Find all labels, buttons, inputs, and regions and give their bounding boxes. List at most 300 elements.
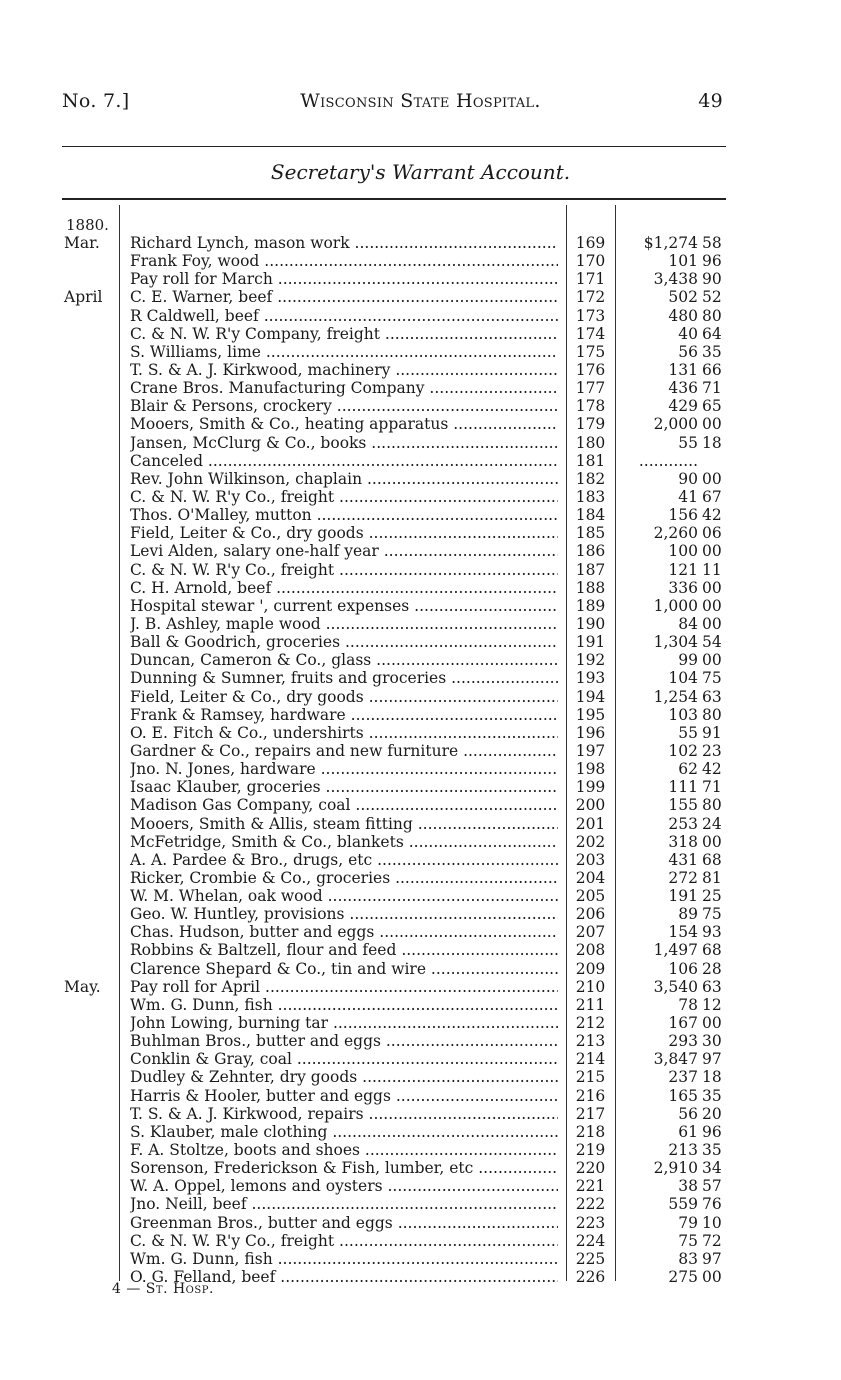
- section-title: Secretary's Warrant Account.: [270, 160, 571, 184]
- ledger-row: [0, 488, 841, 506]
- row-amount-dollars: 213: [668, 1141, 698, 1160]
- row-description: Jno. Neill, beef .....: [130, 1195, 558, 1213]
- row-amount-dollars: 275: [668, 1268, 698, 1287]
- row-description: Ricker, Crombie & Co., groceries .....: [130, 869, 558, 887]
- row-amount-cents: 68: [702, 850, 722, 869]
- row-amount-cents: 06: [702, 524, 722, 543]
- row-description: C. & N. W. R'y Co., freight .....: [130, 1232, 558, 1250]
- ledger-row: [0, 669, 841, 687]
- row-warrant-number: 202: [575, 832, 606, 851]
- ledger-row: [0, 1087, 841, 1105]
- row-warrant-number: 183: [575, 487, 606, 506]
- row-warrant-number: 222: [575, 1195, 606, 1214]
- row-description: A. A. Pardee & Bro., drugs, etc .....: [130, 851, 558, 869]
- row-amount-cents: 75: [702, 669, 722, 688]
- row-amount-cents: 80: [702, 705, 722, 724]
- row-amount-dollars: 89: [678, 905, 698, 924]
- row-amount-dollars: 167: [668, 1014, 698, 1033]
- ledger-row: [0, 651, 841, 669]
- row-warrant-number: 213: [575, 1032, 606, 1051]
- row-warrant-number: 200: [575, 796, 606, 815]
- row-amount-dollars: 75: [678, 1231, 698, 1250]
- ledger-row: [0, 760, 841, 778]
- row-amount-dollars: 103: [668, 705, 698, 724]
- row-amount-cents: 28: [702, 959, 722, 978]
- row-amount-cents: 63: [702, 977, 722, 996]
- row-amount-dollars: 90: [678, 469, 698, 488]
- row-warrant-number: 194: [575, 687, 606, 706]
- row-warrant-number: 219: [575, 1141, 606, 1160]
- row-description: Frank Foy, wood .....: [130, 252, 558, 270]
- ledger-row: [0, 325, 841, 343]
- row-description: T. S. & A. J. Kirkwood, machinery .....: [130, 361, 558, 379]
- ledger-row: [0, 343, 841, 361]
- ledger-row: [0, 579, 841, 597]
- row-warrant-number: 216: [575, 1086, 606, 1105]
- row-amount-dollars: 55: [678, 433, 698, 452]
- ledger-row: [0, 234, 841, 252]
- ledger-row: [0, 778, 841, 796]
- ledger-row: [0, 1068, 841, 1086]
- ledger-row: [0, 415, 841, 433]
- ledger-row: [0, 941, 841, 959]
- ledger-row: [0, 905, 841, 923]
- row-warrant-number: 218: [575, 1122, 606, 1141]
- ledger-row: [0, 1141, 841, 1159]
- row-warrant-number: 199: [575, 778, 606, 797]
- row-description: Field, Leiter & Co., dry goods .....: [130, 688, 558, 706]
- row-amount-cents: 00: [702, 542, 722, 561]
- ledger-row: [0, 796, 841, 814]
- row-warrant-number: 204: [575, 868, 606, 887]
- row-warrant-number: 192: [575, 651, 606, 670]
- row-amount-dollars: 55: [678, 723, 698, 742]
- row-amount-cents: 80: [702, 306, 722, 325]
- row-warrant-number: 185: [575, 524, 606, 543]
- row-amount-dollars: 40: [678, 324, 698, 343]
- row-warrant-number: 206: [575, 905, 606, 924]
- row-amount-dollars: 1,000: [653, 596, 698, 615]
- ledger-row: [0, 561, 841, 579]
- row-warrant-number: 188: [575, 578, 606, 597]
- row-month: May.: [64, 977, 101, 996]
- row-warrant-number: 205: [575, 887, 606, 906]
- row-description: Canceled .....: [130, 452, 558, 470]
- row-amount-dollars: 155: [668, 796, 698, 815]
- row-description: Conklin & Gray, coal .....: [130, 1050, 558, 1068]
- page-number: 49: [698, 90, 723, 112]
- row-description: Wm. G. Dunn, fish .....: [130, 996, 558, 1014]
- row-description: S. Klauber, male clothing .....: [130, 1123, 558, 1141]
- row-description: Crane Bros. Manufacturing Company .....: [130, 379, 558, 397]
- ledger-row: [0, 1232, 841, 1250]
- row-amount-dollars: 104: [668, 669, 698, 688]
- row-description: Pay roll for April .....: [130, 978, 558, 996]
- row-amount-dollars: 2,910: [653, 1159, 698, 1178]
- row-amount-cents: 96: [702, 1122, 722, 1141]
- row-amount-cents: 30: [702, 1032, 722, 1051]
- row-amount-cents: 20: [702, 1104, 722, 1123]
- row-amount-cents: 80: [702, 796, 722, 815]
- ledger-row: [0, 1177, 841, 1195]
- row-amount-dollars: 318: [668, 832, 698, 851]
- row-amount-dollars: 41: [678, 487, 698, 506]
- row-amount-cents: 11: [702, 560, 722, 579]
- row-amount-dollars: 293: [668, 1032, 698, 1051]
- row-amount-dollars: 106: [668, 959, 698, 978]
- row-warrant-number: 190: [575, 614, 606, 633]
- row-amount-cents: 23: [702, 741, 722, 760]
- ledger-row: [0, 524, 841, 542]
- row-amount-dollars: 100: [668, 542, 698, 561]
- ledger-row: [0, 288, 841, 306]
- row-amount-cents: 66: [702, 360, 722, 379]
- row-description: Thos. O'Malley, mutton .....: [130, 506, 558, 524]
- row-amount-cents: 91: [702, 723, 722, 742]
- row-description: Wm. G. Dunn, fish .....: [130, 1250, 558, 1268]
- row-amount-dollars: 38: [678, 1177, 698, 1196]
- ledger-row: [0, 1050, 841, 1068]
- row-amount-cents: 00: [702, 596, 722, 615]
- row-warrant-number: 224: [575, 1231, 606, 1250]
- row-description: F. A. Stoltze, boots and shoes .....: [130, 1141, 558, 1159]
- ledger-row: [0, 1195, 841, 1213]
- row-amount-dollars: 480: [668, 306, 698, 325]
- row-description: C. H. Arnold, beef .....: [130, 579, 558, 597]
- row-amount-cents: 93: [702, 923, 722, 942]
- row-amount-dollars: 3,438: [653, 270, 698, 289]
- ledger-row: [0, 1032, 841, 1050]
- row-amount-dollars: 156: [668, 506, 698, 525]
- ledger-row: [0, 887, 841, 905]
- row-warrant-number: 174: [575, 324, 606, 343]
- ledger-row: [0, 923, 841, 941]
- row-amount-dollars: 272: [668, 868, 698, 887]
- row-description: Richard Lynch, mason work .....: [130, 234, 558, 252]
- row-amount-dollars: 429: [668, 397, 698, 416]
- row-amount-cents: 10: [702, 1213, 722, 1232]
- row-warrant-number: 208: [575, 941, 606, 960]
- row-warrant-number: 193: [575, 669, 606, 688]
- row-warrant-number: 173: [575, 306, 606, 325]
- row-warrant-number: 212: [575, 1014, 606, 1033]
- row-warrant-number: 176: [575, 360, 606, 379]
- row-description: Frank & Ramsey, hardware .....: [130, 706, 558, 724]
- row-amount-cents: 72: [702, 1231, 722, 1250]
- row-amount-dollars: 1,254: [653, 687, 698, 706]
- row-warrant-number: 225: [575, 1249, 606, 1268]
- row-amount-cents: 97: [702, 1249, 722, 1268]
- row-warrant-number: 178: [575, 397, 606, 416]
- ledger-row: [0, 851, 841, 869]
- ledger-row: [0, 1159, 841, 1177]
- table-top-rule: [62, 198, 726, 200]
- row-amount-cents: 35: [702, 1086, 722, 1105]
- row-amount-dollars: 83: [678, 1249, 698, 1268]
- row-amount-dollars: 99: [678, 651, 698, 670]
- row-description: Geo. W. Huntley, provisions .....: [130, 905, 558, 923]
- row-amount-cents: 52: [702, 288, 722, 307]
- ledger-row: [0, 434, 841, 452]
- signature-mark: 4 — St. Hosp.: [112, 1281, 214, 1297]
- row-warrant-number: 177: [575, 379, 606, 398]
- row-warrant-number: 196: [575, 723, 606, 742]
- row-warrant-number: 201: [575, 814, 606, 833]
- ledger-row: [0, 597, 841, 615]
- row-amount-cents: 58: [702, 234, 722, 252]
- row-description: C. & N. W. R'y Company, freight .....: [130, 325, 558, 343]
- row-amount-dollars: 61: [678, 1122, 698, 1141]
- row-amount-dollars: 56: [678, 1104, 698, 1123]
- ledger-row: [0, 1014, 841, 1032]
- row-description: R Caldwell, beef .....: [130, 307, 558, 325]
- row-amount-cents: 00: [702, 832, 722, 851]
- row-warrant-number: 197: [575, 741, 606, 760]
- row-amount-dollars: 559: [668, 1195, 698, 1214]
- row-amount-cents: 35: [702, 342, 722, 361]
- ledger-row: [0, 633, 841, 651]
- row-description: C. & N. W. R'y Co., freight .....: [130, 561, 558, 579]
- row-amount-cents: 57: [702, 1177, 722, 1196]
- row-warrant-number: 191: [575, 633, 606, 652]
- row-amount-cents: 00: [702, 469, 722, 488]
- row-month: April: [64, 288, 103, 307]
- row-warrant-number: 182: [575, 469, 606, 488]
- ledger-row: [0, 1123, 841, 1141]
- row-warrant-number: 223: [575, 1213, 606, 1232]
- row-amount-dollars: 436: [668, 379, 698, 398]
- ledger-row: [0, 706, 841, 724]
- row-amount-dollars: 253: [668, 814, 698, 833]
- row-amount-cents: 81: [702, 868, 722, 887]
- row-amount-cents: 18: [702, 433, 722, 452]
- row-amount-dollars: 336: [668, 578, 698, 597]
- page-section-label: No. 7.]: [62, 90, 130, 112]
- row-description: C. & N. W. R'y Co., freight .....: [130, 488, 558, 506]
- row-amount-dollars: 237: [668, 1068, 698, 1087]
- row-amount-dollars: 102: [668, 741, 698, 760]
- ledger-row: [0, 452, 841, 470]
- ledger-row: [0, 996, 841, 1014]
- row-warrant-number: 211: [575, 995, 606, 1014]
- row-warrant-number: 175: [575, 342, 606, 361]
- row-warrant-number: 203: [575, 850, 606, 869]
- row-amount-dollars: 1,497: [653, 941, 698, 960]
- row-description: Buhlman Bros., butter and eggs .....: [130, 1032, 558, 1050]
- row-description: C. E. Warner, beef .....: [130, 288, 558, 306]
- ledger-row: [0, 815, 841, 833]
- ledger-row: [0, 361, 841, 379]
- ledger-row: [0, 470, 841, 488]
- row-amount-dollars: 3,540: [653, 977, 698, 996]
- row-amount-cents: 54: [702, 633, 722, 652]
- row-description: J. B. Ashley, maple wood .....: [130, 615, 558, 633]
- ledger-row: [0, 833, 841, 851]
- row-description: S. Williams, lime .....: [130, 343, 558, 361]
- ledger-row: [0, 270, 841, 288]
- row-amount-cents: 64: [702, 324, 722, 343]
- row-amount-cents: 68: [702, 941, 722, 960]
- row-amount-cents: 42: [702, 760, 722, 779]
- row-warrant-number: 186: [575, 542, 606, 561]
- row-warrant-number: 181: [575, 451, 606, 470]
- row-amount-dollars: 79: [678, 1213, 698, 1232]
- year-label: 1880.: [66, 216, 109, 234]
- row-warrant-number: 179: [575, 415, 606, 434]
- row-description: Jansen, McClurg & Co., books .....: [130, 434, 558, 452]
- row-warrant-number: 217: [575, 1104, 606, 1123]
- row-description: Gardner & Co., repairs and new furniture .....: [130, 742, 558, 760]
- row-description: John Lowing, burning tar .....: [130, 1014, 558, 1032]
- row-amount-cents: 00: [702, 614, 722, 633]
- row-warrant-number: 214: [575, 1050, 606, 1069]
- row-amount-cents: 18: [702, 1068, 722, 1087]
- row-amount-cents: 71: [702, 379, 722, 398]
- row-warrant-number: 184: [575, 506, 606, 525]
- row-warrant-number: 180: [575, 433, 606, 452]
- row-warrant-number: 172: [575, 288, 606, 307]
- row-amount-cents: 67: [702, 487, 722, 506]
- row-description: Jno. N. Jones, hardware .....: [130, 760, 558, 778]
- row-description: Dudley & Zehnter, dry goods .....: [130, 1068, 558, 1086]
- row-amount-cents: 00: [702, 578, 722, 597]
- ledger-row: [0, 252, 841, 270]
- row-amount-dollars: $1,274: [643, 234, 698, 252]
- row-amount-cents: 76: [702, 1195, 722, 1214]
- row-warrant-number: 189: [575, 596, 606, 615]
- row-amount-dollars: 502: [668, 288, 698, 307]
- ledger-row: [0, 615, 841, 633]
- row-description: O. E. Fitch & Co., undershirts .....: [130, 724, 558, 742]
- row-warrant-number: 187: [575, 560, 606, 579]
- running-title: Wisconsin State Hospital.: [300, 90, 541, 112]
- row-description: Rev. John Wilkinson, chaplain .....: [130, 470, 558, 488]
- row-amount-dollars: 56: [678, 342, 698, 361]
- row-description: Mooers, Smith & Co., heating apparatus .....: [130, 415, 558, 433]
- ledger-row: [0, 542, 841, 560]
- row-amount-cents: 24: [702, 814, 722, 833]
- row-amount-dollars: 84: [678, 614, 698, 633]
- row-description: Hospital stewar ', current expenses .....: [130, 597, 558, 615]
- row-warrant-number: 210: [575, 977, 606, 996]
- row-warrant-number: 198: [575, 760, 606, 779]
- row-warrant-number: 169: [575, 234, 606, 252]
- row-description: Mooers, Smith & Allis, steam fitting .....: [130, 815, 558, 833]
- row-amount-cents: 34: [702, 1159, 722, 1178]
- ledger-row: [0, 742, 841, 760]
- row-amount-dollars: 431: [668, 850, 698, 869]
- row-amount-cents: 96: [702, 252, 722, 271]
- row-description: O. G. Felland, beef .....: [130, 1268, 558, 1286]
- row-amount-cents: 00: [702, 1014, 722, 1033]
- row-warrant-number: 170: [575, 252, 606, 271]
- row-amount-dollars: 1,304: [653, 633, 698, 652]
- row-amount-dollars: 111: [668, 778, 698, 797]
- row-amount-dollars: ............: [638, 451, 698, 470]
- row-amount-dollars: 2,000: [653, 415, 698, 434]
- row-amount-dollars: 165: [668, 1086, 698, 1105]
- row-description: Field, Leiter & Co., dry goods .....: [130, 524, 558, 542]
- row-amount-dollars: 121: [668, 560, 698, 579]
- row-description: Clarence Shepard & Co., tin and wire .....: [130, 960, 558, 978]
- ledger-row: [0, 1250, 841, 1268]
- row-description: Sorenson, Frederickson & Fish, lumber, etc .....: [130, 1159, 558, 1177]
- ledger-row: [0, 379, 841, 397]
- row-amount-cents: 00: [702, 1268, 722, 1287]
- row-description: Chas. Hudson, butter and eggs .....: [130, 923, 558, 941]
- ledger-row: [0, 397, 841, 415]
- row-description: Madison Gas Company, coal .....: [130, 796, 558, 814]
- row-warrant-number: 220: [575, 1159, 606, 1178]
- row-amount-cents: 12: [702, 995, 722, 1014]
- row-description: T. S. & A. J. Kirkwood, repairs .....: [130, 1105, 558, 1123]
- row-amount-cents: 65: [702, 397, 722, 416]
- ledger-row: [0, 506, 841, 524]
- row-warrant-number: 195: [575, 705, 606, 724]
- row-amount-cents: 25: [702, 887, 722, 906]
- row-warrant-number: 209: [575, 959, 606, 978]
- row-amount-dollars: 191: [668, 887, 698, 906]
- row-amount-cents: 90: [702, 270, 722, 289]
- header-rule: [62, 146, 726, 147]
- row-description: Pay roll for March .....: [130, 270, 558, 288]
- row-month: Mar.: [64, 234, 100, 252]
- row-description: Levi Alden, salary one-half year .....: [130, 542, 558, 560]
- ledger-row: [0, 1105, 841, 1123]
- row-warrant-number: 221: [575, 1177, 606, 1196]
- row-description: W. M. Whelan, oak wood .....: [130, 887, 558, 905]
- row-description: Duncan, Cameron & Co., glass .....: [130, 651, 558, 669]
- row-amount-cents: 75: [702, 905, 722, 924]
- ledger-row: [0, 869, 841, 887]
- row-amount-cents: 71: [702, 778, 722, 797]
- row-warrant-number: 215: [575, 1068, 606, 1087]
- row-amount-dollars: 62: [678, 760, 698, 779]
- row-description: W. A. Oppel, lemons and oysters .....: [130, 1177, 558, 1195]
- row-amount-dollars: 2,260: [653, 524, 698, 543]
- row-amount-dollars: 78: [678, 995, 698, 1014]
- row-description: Harris & Hooler, butter and eggs .....: [130, 1087, 558, 1105]
- row-amount-dollars: 154: [668, 923, 698, 942]
- row-amount-dollars: 131: [668, 360, 698, 379]
- row-warrant-number: 171: [575, 270, 606, 289]
- ledger-row: [0, 978, 841, 996]
- warrant-ledger: [0, 234, 841, 1286]
- row-description: Greenman Bros., butter and eggs .....: [130, 1214, 558, 1232]
- row-amount-cents: 35: [702, 1141, 722, 1160]
- row-amount-cents: 00: [702, 415, 722, 434]
- ledger-row: [0, 688, 841, 706]
- row-description: Dunning & Sumner, fruits and groceries .....: [130, 669, 558, 687]
- row-amount-cents: 63: [702, 687, 722, 706]
- row-warrant-number: 226: [575, 1268, 606, 1287]
- row-description: Blair & Persons, crockery .....: [130, 397, 558, 415]
- row-amount-dollars: 3,847: [653, 1050, 698, 1069]
- ledger-row: [0, 307, 841, 325]
- row-amount-cents: 97: [702, 1050, 722, 1069]
- row-amount-cents: 00: [702, 651, 722, 670]
- row-warrant-number: 207: [575, 923, 606, 942]
- ledger-row: [0, 960, 841, 978]
- row-description: Isaac Klauber, groceries .....: [130, 778, 558, 796]
- row-description: Ball & Goodrich, groceries .....: [130, 633, 558, 651]
- ledger-row: [0, 724, 841, 742]
- ledger-row: [0, 1214, 841, 1232]
- row-amount-cents: 42: [702, 506, 722, 525]
- row-description: McFetridge, Smith & Co., blankets .....: [130, 833, 558, 851]
- row-description: Robbins & Baltzell, flour and feed .....: [130, 941, 558, 959]
- row-amount-dollars: 101: [668, 252, 698, 271]
